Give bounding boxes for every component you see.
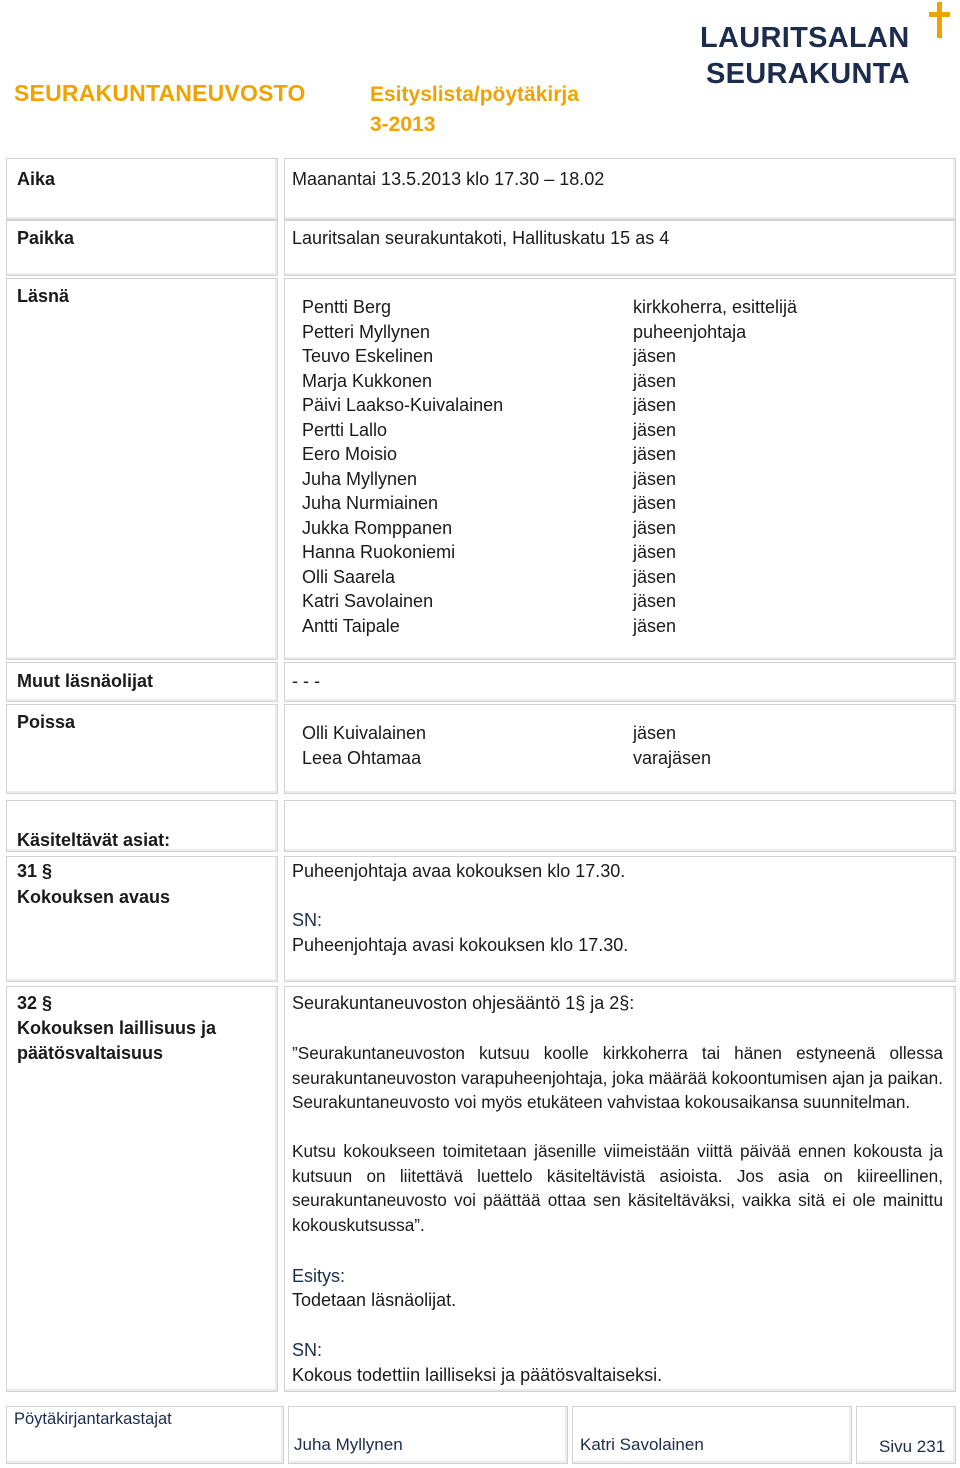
item-32-title-line-1: Kokouksen laillisuus ja xyxy=(17,1018,217,1038)
present-name: Juha Myllynen xyxy=(302,468,418,489)
item-32-quote-paragraph-1: ”Seurakuntaneuvoston kutsuu koolle kirkkoherra tai hänen estyneenä ollessa seurakuntaneuvoston varapuheenjohtaja, joka määrää kokoontumisen ajan ja paikan. Seurakuntaneuvosto voi myös etukäteen vahvistaa kokousaikansa suunnitelman. xyxy=(292,1043,943,1112)
present-name: Pertti Lallo xyxy=(302,419,388,440)
document-type xyxy=(370,80,579,140)
absent-name: Leea Ohtamaa xyxy=(302,747,422,768)
item-32-quote-paragraph-2: Kutsu kokoukseen toimitetaan jäsenille viimeistään viittä päivää ennen kokousta ja kutsuun on liitettävä luettelo käsiteltävistä asioista. Jos asia on kiireellinen, seurakuntaneuvosto voi päättää ottaa sen käsiteltäväksi, vaikka sitä ei ole mainittu kokouskutsussa”. xyxy=(292,1141,943,1235)
item-32-title-line-2: päätösvaltaisuus xyxy=(17,1043,164,1063)
present-role: jäsen xyxy=(633,493,677,513)
present-role: jäsen xyxy=(633,370,677,391)
present-role: jäsen xyxy=(633,468,677,489)
present-role: jäsen xyxy=(633,591,677,611)
present-name: Teuvo Eskelinen xyxy=(302,346,434,366)
item-31-decision: Puheenjohtaja avasi kokouksen klo 17.30. xyxy=(292,935,629,955)
document-type-label: Esityslista/pöytäkirja xyxy=(370,83,579,106)
lasna-label-cell xyxy=(6,278,278,660)
aika-label: Aika xyxy=(17,169,56,189)
present-role: jäsen xyxy=(633,615,677,636)
present-roles-list xyxy=(633,295,797,638)
item-32-number: 32 § xyxy=(17,993,53,1013)
item-32-intro: Seurakuntaneuvoston ohjesääntö 1§ ja 2§: xyxy=(292,993,635,1013)
absent-name: Olli Kuivalainen xyxy=(302,723,427,743)
present-role: jäsen xyxy=(633,542,677,562)
present-name: Juha Nurmiainen xyxy=(302,493,439,513)
present-names-list xyxy=(302,295,503,638)
parish-logo xyxy=(700,20,910,92)
present-name: Hanna Ruokoniemi xyxy=(302,542,456,562)
muut-value-cell xyxy=(284,662,956,702)
organization-title: SEURAKUNTANEUVOSTO xyxy=(14,80,306,106)
paikka-value: Lauritsalan seurakuntakoti, Hallituskatu 15 as 4 xyxy=(292,228,670,248)
logo-line-1: LAURITSALAN xyxy=(700,22,910,54)
footer-checker-1: Juha Myllynen xyxy=(294,1435,403,1454)
muut-label: Muut läsnäolijat xyxy=(17,671,154,691)
present-role: jäsen xyxy=(633,444,677,464)
poissa-label: Poissa xyxy=(17,712,76,732)
present-role: jäsen xyxy=(633,419,677,440)
cross-icon xyxy=(928,2,952,38)
item-31-title: Kokouksen avaus xyxy=(17,887,171,907)
aika-value: Maanantai 13.5.2013 klo 17.30 – 18.02 xyxy=(292,169,605,189)
present-name: Pentti Berg xyxy=(302,297,392,317)
page-number: Sivu 231 xyxy=(879,1437,946,1456)
lasna-label: Läsnä xyxy=(17,286,70,306)
present-role: jäsen xyxy=(633,517,677,538)
item-31-number: 31 § xyxy=(17,861,53,881)
muut-value: - - - xyxy=(292,671,320,691)
agenda-heading: Käsiteltävät asiat: xyxy=(17,830,171,850)
footer-checker-2: Katri Savolainen xyxy=(580,1435,704,1454)
present-name: Päivi Laakso-Kuivalainen xyxy=(302,395,504,415)
item-32-decision: Kokous todettiin lailliseksi ja päätösvaltaiseksi. xyxy=(292,1365,663,1385)
absent-roles-list xyxy=(633,721,711,770)
present-name: Petteri Myllynen xyxy=(302,321,431,342)
present-name: Jukka Romppanen xyxy=(302,517,453,538)
absent-role: jäsen xyxy=(633,723,677,743)
logo-line-2: SEURAKUNTA xyxy=(706,58,910,90)
present-name: Marja Kukkonen xyxy=(302,370,433,391)
item-31-sn-label: SN: xyxy=(292,910,323,930)
footer-label: Pöytäkirjantarkastajat xyxy=(14,1410,172,1428)
present-name: Katri Savolainen xyxy=(302,591,434,611)
item-32-esitys-label: Esitys: xyxy=(292,1266,346,1286)
present-role: jäsen xyxy=(633,566,677,587)
paikka-label: Paikka xyxy=(17,228,75,248)
present-role: puheenjohtaja xyxy=(633,321,747,342)
present-role: jäsen xyxy=(633,346,677,366)
present-name: Antti Taipale xyxy=(302,615,400,636)
present-name: Olli Saarela xyxy=(302,566,396,587)
absent-role: varajäsen xyxy=(633,747,712,768)
present-role: jäsen xyxy=(633,395,677,415)
agenda-heading-blank-cell xyxy=(284,800,956,852)
present-role: kirkkoherra, esittelijä xyxy=(633,297,798,317)
document-number: 3-2013 xyxy=(370,113,436,136)
present-name: Eero Moisio xyxy=(302,444,398,464)
item-32-esitys-value: Todetaan läsnäolijat. xyxy=(292,1290,457,1310)
absent-names-list xyxy=(302,721,426,770)
item-31-proposal: Puheenjohtaja avaa kokouksen klo 17.30. xyxy=(292,861,626,881)
item-32-sn-label: SN: xyxy=(292,1340,323,1360)
